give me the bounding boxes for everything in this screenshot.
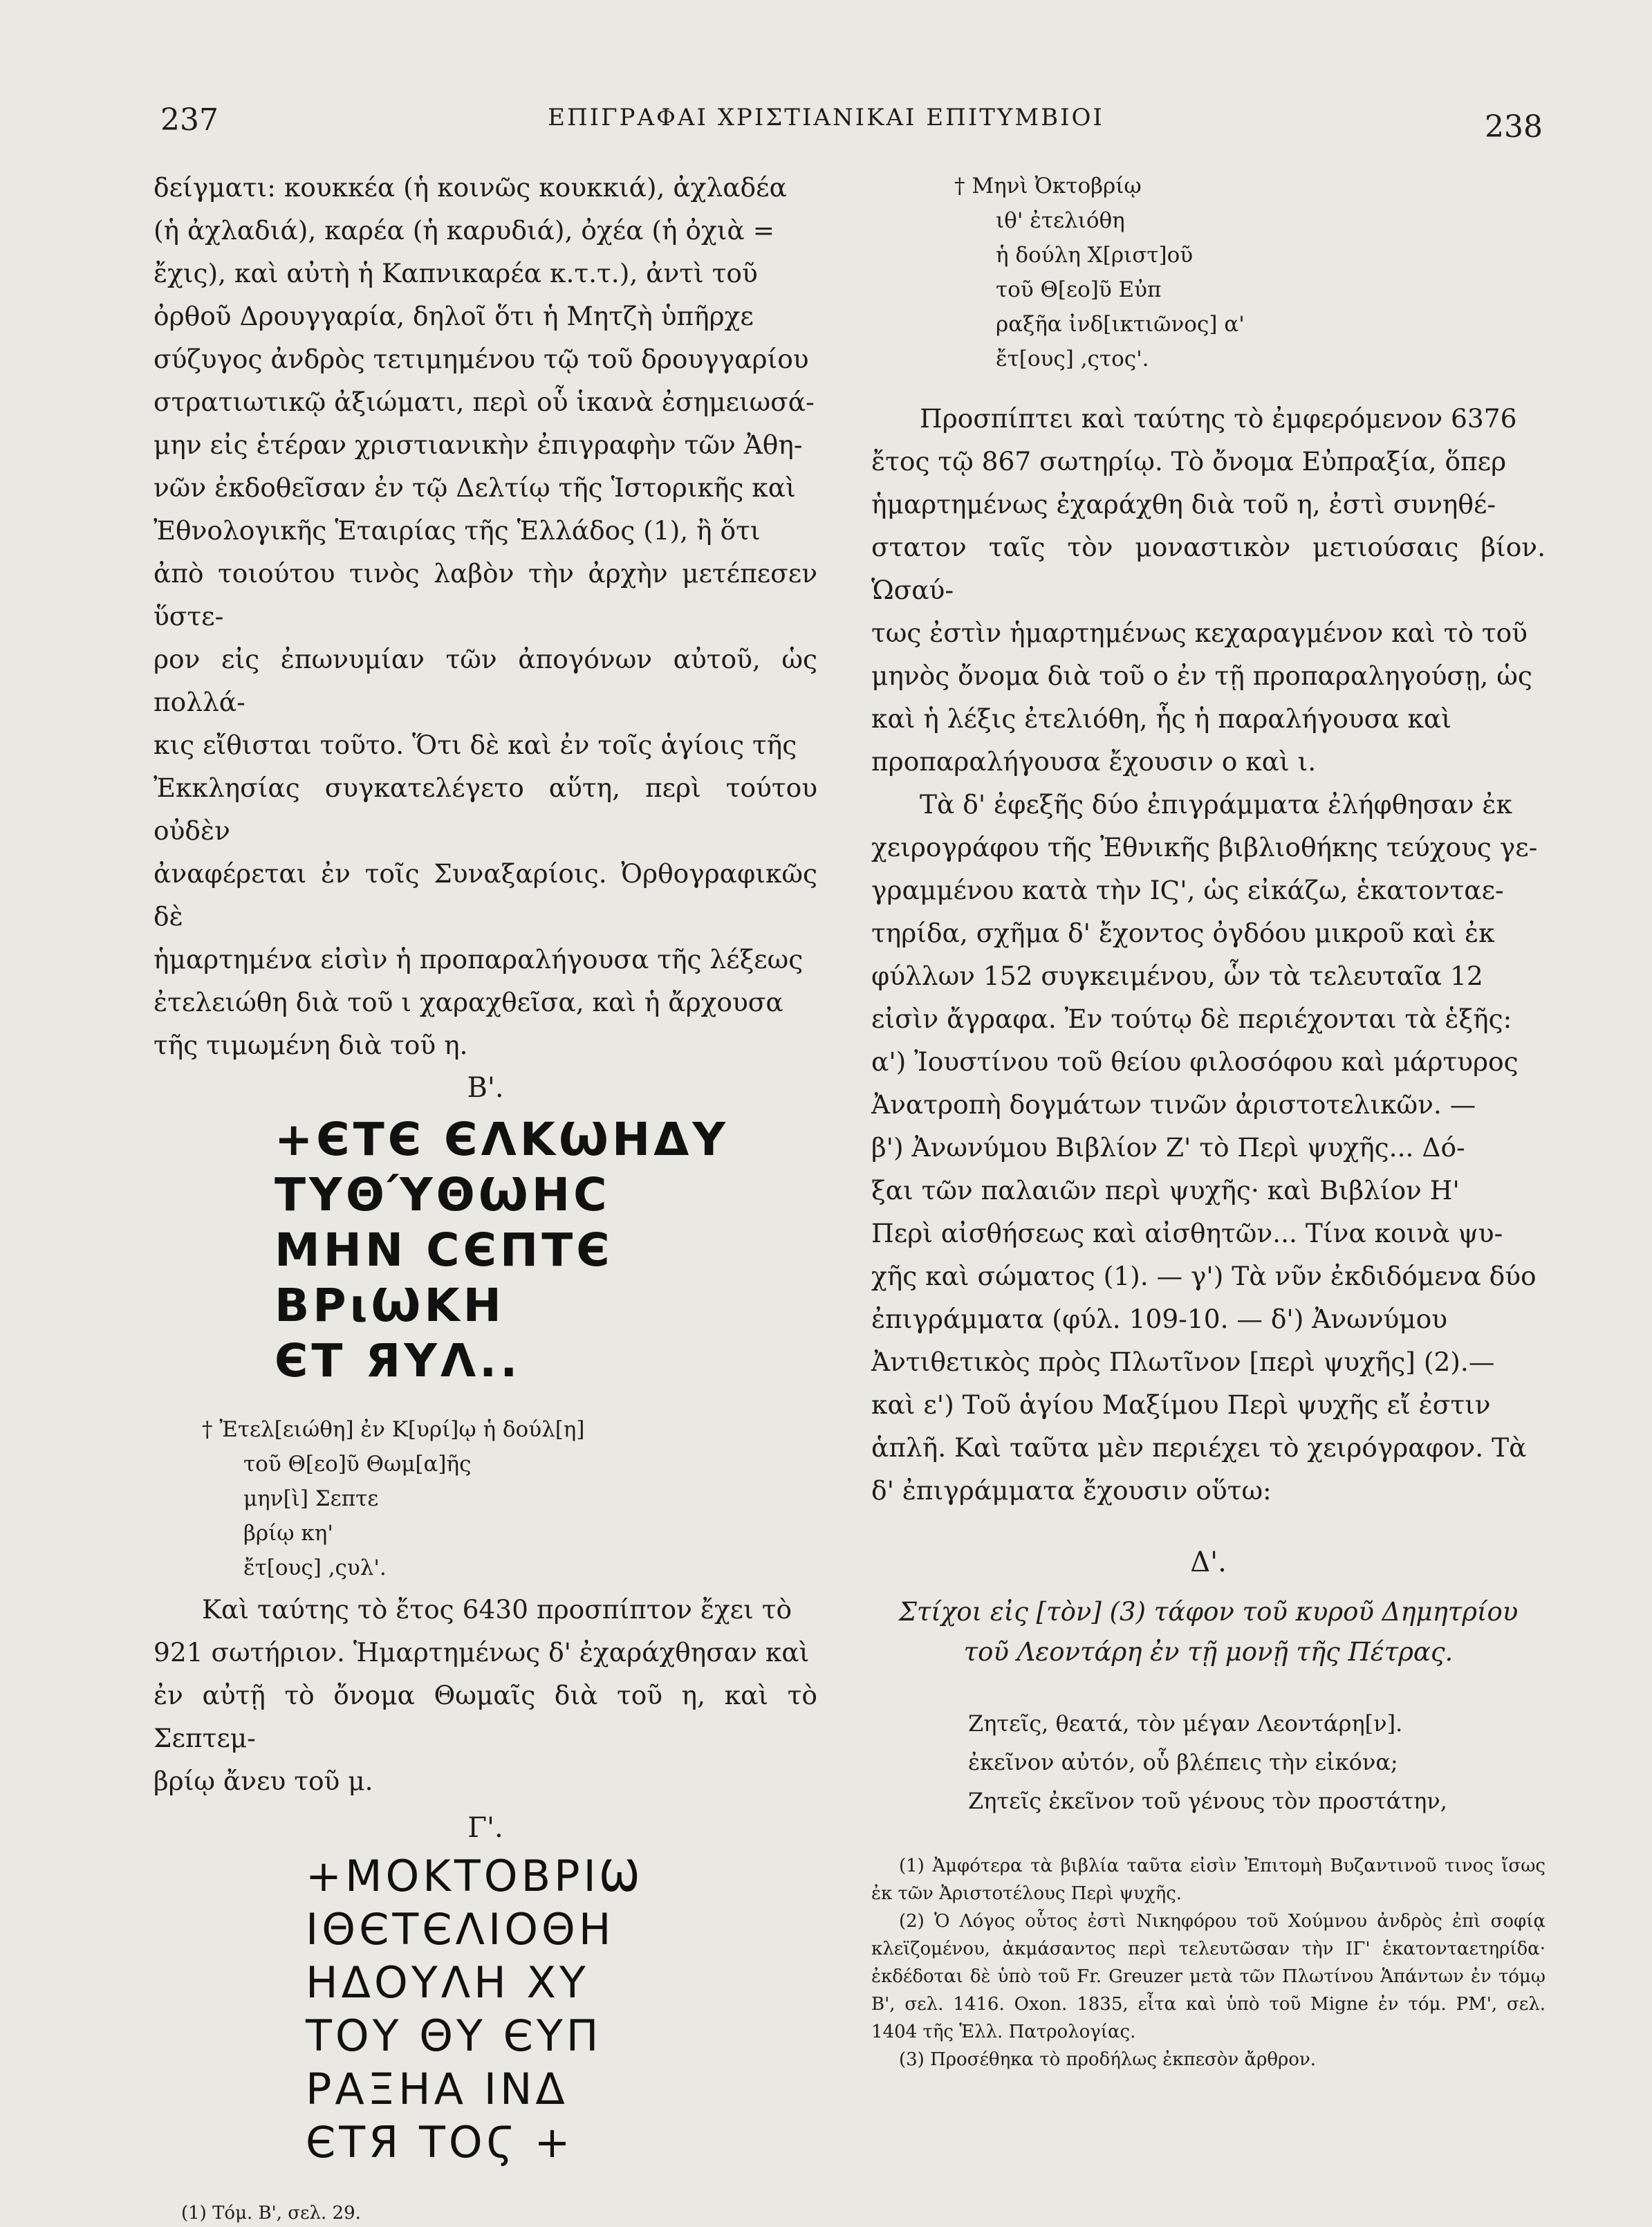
text-line: βρίῳ ἄνευ τοῦ μ. <box>154 1766 373 1796</box>
text-line: ἁπλῆ. Καὶ ταῦτα μὲν περιέχει τὸ χειρόγραφον. Τὰ <box>871 1432 1527 1463</box>
inscription-line: ЄΤЯ ΤΟϚ + <box>306 2117 574 2168</box>
heading-line: Στίχοι εἰς [τὸν] (3) τάφον τοῦ κυροῦ Δημητρίου <box>898 1597 1519 1627</box>
text-line: ἐν αὐτῇ τὸ ὄνομα Θωμαῖς διὰ τοῦ η, καὶ τὸ Σεπτεμ- <box>154 1680 817 1753</box>
text-line: ἔτος τῷ 867 σωτηρίῳ. Τὸ ὄνομα Εὐπραξία, ὅπερ <box>871 446 1507 477</box>
text-line: ξαι τῶν παλαιῶν περὶ ψυχῆς· καὶ Βιβλίον Η' <box>871 1175 1460 1205</box>
text-line: νῶν ἐκδοθεῖσαν ἐν τῷ Δελτίῳ τῆς Ἱστορικῆς καὶ <box>154 472 796 503</box>
text-line: Ἐθνολογικῆς Ἑταιρίας τῆς Ἑλλάδος (1), ἢ ὅτι <box>154 515 761 546</box>
right-column <box>871 166 1546 2073</box>
inscription-line: ΒΡιѠΚΗ <box>275 1279 505 1332</box>
inscription-line: ΤΥΘΎΘѠΗC <box>275 1168 611 1221</box>
page-number-left: 237 <box>160 102 219 138</box>
inscription-line: +ΜΟΚΤΟΒΡΙѠ <box>306 1851 643 1901</box>
poem-verses <box>968 1704 1546 1820</box>
inscription-g <box>306 1849 817 2169</box>
text-line: τῆς τιμωμένη διὰ τοῦ η. <box>154 1030 468 1060</box>
text-line: γραμμένου κατὰ τὴν ΙϚ', ὡς εἰκάζω, ἑκατονταε- <box>871 875 1504 905</box>
poem-heading <box>871 1592 1546 1672</box>
transcription-line: τοῦ Θ[εο]ῦ Εὐπ <box>996 277 1162 302</box>
text-line: ἡμαρτημένα εἰσὶν ἡ προπαραλήγουσα τῆς λέξεως <box>154 944 804 974</box>
text-line: Τὰ δ' ἐφεξῆς δύο ἐπιγράμματα ἐλήφθησαν ἐκ <box>920 789 1512 820</box>
running-title: ΕΠΙΓΡΑΦΑΙ ΧΡΙΣΤΙΑΝΙΚΑΙ ΕΠΙΤΥΜΒΙΟΙ <box>548 104 1104 131</box>
transcription-line: ιθ' ἐτελιόθη <box>996 208 1125 233</box>
text-line: κις εἴθισται τοῦτο. Ὅτι δὲ καὶ ἐν τοῖς ἁγίοις τῆς <box>154 730 797 760</box>
right-footnotes <box>871 1852 1546 2073</box>
heading-line: τοῦ Λεοντάρη ἐν τῇ μονῇ τῆς Πέτρας. <box>963 1637 1454 1667</box>
footnote: (2) Ὁ Λόγος οὗτος ἐστὶ Νικηφόρου τοῦ Χούμνου ἀνδρὸς ἐπὶ σοφίᾳ κλεϊζομένου, ἀκμάσαντος περὶ τελευτῶσαν τὴν ΙΓ' ἑκατονταετηρίδα· ἐκδέδοται δὲ ὑπὸ τοῦ Fr. Greuzer μετὰ τῶν Πλωτίνου Ἁπάντων ἐν τόμῳ Β', σελ. 1416. Oxon. 1835, εἶτα καὶ ὑπὸ τοῦ Migne ἐν τόμ. ΡΜ', σελ. 1404 τῆς Ἑλλ. Πατρολογίας. <box>871 1911 1546 2042</box>
text-line: δείγματι: κουκκέα (ἡ κοινῶς κουκκιά), ἀχλαδέα <box>154 172 787 203</box>
text-line: Προσπίπτει καὶ ταύτης τὸ ἐμφερόμενον 6376 <box>920 403 1517 434</box>
text-line: 921 σωτήριον. Ἡμαρτημένως δ' ἐχαράχθησαν καὶ <box>154 1637 810 1667</box>
section-heading-b: Β'. <box>467 1072 504 1104</box>
left-paragraph-1 <box>154 166 817 1066</box>
footnote: (1) Ἀμφότερα τὰ βιβλία ταῦτα εἰσὶν Ἐπιτομὴ Βυζαντινοῦ τινος ἴσως ἐκ τῶν Ἀριστοτέλους Περὶ ψυχῆς. <box>871 1856 1546 1904</box>
transcription-line: βρίῳ κη' <box>243 1521 333 1546</box>
text-line: ἔχις), καὶ αὐτὴ ἡ Καπνικαρέα κ.τ.τ.), ἀντὶ τοῦ <box>154 258 758 288</box>
footnote: (3) Προσέθηκα τὸ προδήλως ἐκπεσὸν ἄρθρον. <box>899 2049 1317 2070</box>
text-line: χῆς καὶ σώματος (1). — γ') Τὰ νῦν ἐκδιδόμενα δύο <box>871 1261 1537 1291</box>
text-line: ρον εἰς ἐπωνυμίαν τῶν ἀπογόνων αὐτοῦ, ὡς πολλά- <box>154 644 817 717</box>
inscription-line: ΜΗΝ CЄΠΤЄ <box>275 1223 613 1277</box>
transcription-line: μην[ὶ] Σεπτε <box>243 1486 379 1511</box>
text-line: Ἀντιθετικὸς πρὸς Πλωτῖνον [περὶ ψυχῆς] (2).— <box>871 1347 1495 1377</box>
right-paragraph-1 <box>871 397 1546 783</box>
text-line: μηνὸς ὄνομα διὰ τοῦ ο ἐν τῇ προπαραληγούσῃ, ὡς <box>871 660 1532 691</box>
transcription-line: † Ἐτελ[ειώθη] ἐν Κ[υρί]ῳ ἡ δούλ[η] <box>202 1417 585 1442</box>
verse-line: ἐκεῖνον αὐτόν, οὗ βλέπεις τὴν εἰκόνα; <box>968 1749 1398 1775</box>
left-column <box>154 166 817 2227</box>
text-line: α') Ἰουστίνου τοῦ θείου φιλοσόφου καὶ μάρτυρος <box>871 1046 1519 1077</box>
text-line: ἡμαρτημένως ἐχαράχθη διὰ τοῦ η, ἐστὶ συνηθέ- <box>871 489 1496 519</box>
text-line: (ἡ ἀχλαδιά), καρέα (ἡ καρυδιά), ὀχέα (ἡ ὀχιὰ = <box>154 215 775 246</box>
inscription-line: ΤΟΥ ΘΥ ЄΥΠ <box>306 2011 602 2061</box>
inscription-line: ЄΤ ЯΥΛ.. <box>275 1334 521 1387</box>
section-heading-g: Γ'. <box>467 1812 503 1844</box>
text-line: δ' ἐπιγράμματα ἔχουσιν οὕτω: <box>871 1475 1272 1506</box>
page-number-right: 238 <box>1485 109 1543 145</box>
text-line: στατον ταῖς τὸν μοναστικὸν μετιούσαις βίον. Ὡσαύ- <box>871 532 1546 605</box>
text-line: ὀρθοῦ Δρουγγαρία, δηλοῖ ὅτι ἡ Μητζὴ ὑπῆρχε <box>154 301 754 331</box>
text-line: Ἐκκλησίας συγκατελέγετο αὕτη, περὶ τούτου οὐδὲν <box>154 773 817 846</box>
transcription-line: † Μηνὶ Ὀκτοβρίῳ <box>954 174 1142 198</box>
verse-line: Ζητεῖς ἐκεῖνον τοῦ γένους τὸν προστάτην, <box>968 1788 1447 1814</box>
transcription-line: τοῦ Θ[εο]ῦ Θωμ[α]ῆς <box>243 1452 472 1477</box>
inscription-line: ΡΑΞΗΑ ΙΝΔ <box>306 2064 568 2114</box>
text-line: εἰσὶν ἄγραφα. Ἐν τούτῳ δὲ περιέχονται τὰ ἑξῆς: <box>871 1004 1512 1034</box>
text-line: ἀπὸ τοιούτου τινὸς λαβὸν τὴν ἀρχὴν μετέπεσεν ὕστε- <box>154 558 817 631</box>
transcription-line: ἡ δούλη Χ[ριστ]οῦ <box>996 243 1194 268</box>
transcription-line: ἔτ[ους] ,ςυλ'. <box>243 1555 387 1580</box>
text-line: τηρίδα, σχῆμα δ' ἔχοντος ὀγδόου μικροῦ καὶ ἐκ <box>871 918 1495 948</box>
transcription-line: ἔτ[ους] ,ςτος'. <box>996 346 1149 371</box>
text-line: μην εἰς ἑτέραν χριστιανικὴν ἐπιγραφὴν τῶν Ἀθη- <box>154 429 803 460</box>
transcription-b <box>202 1412 817 1585</box>
text-line: β') Ἀνωνύμου Βιβλίον Ζ' τὸ Περὶ ψυχῆς... Δό- <box>871 1132 1465 1163</box>
text-line: καὶ ε') Τοῦ ἁγίου Μαξίμου Περὶ ψυχῆς εἴ ἐστιν <box>871 1389 1491 1420</box>
left-paragraph-2 <box>154 1588 817 1802</box>
transcription-g <box>954 169 1546 376</box>
verse-line: Ζητεῖς, θεατά, τὸν μέγαν Λεοντάρη[ν]. <box>968 1710 1403 1737</box>
footnote: (1) Τόμ. Β', σελ. 29. <box>181 2203 361 2224</box>
page-header <box>0 97 1652 152</box>
text-line: φύλλων 152 συγκειμένου, ὧν τὰ τελευταῖα 12 <box>871 961 1483 991</box>
left-footnote <box>154 2199 817 2227</box>
inscription-line: ΗΔΟΥΛΗ ΧΥ <box>306 1957 589 2008</box>
text-line: στρατιωτικῷ ἀξιώματι, περὶ οὗ ἱκανὰ ἐσημειωσά- <box>154 387 815 417</box>
section-heading-d: Δ'. <box>1190 1546 1227 1578</box>
right-paragraph-2 <box>871 783 1546 1512</box>
text-line: ἀναφέρεται ἐν τοῖς Συναξαρίοις. Ὀρθογραφικῶς δὲ <box>154 858 817 932</box>
transcription-line: ραξῆα ἰνδ[ικτιῶνος] α' <box>996 312 1245 337</box>
text-line: χειρογράφου τῆς Ἐθνικῆς βιβλιοθήκης τεύχους γε- <box>871 832 1538 862</box>
text-line: σύζυγος ἀνδρὸς τετιμημένου τῷ τοῦ δρουγγαρίου <box>154 344 809 374</box>
text-line: προπαραλήγουσα ἔχουσιν ο καὶ ι. <box>871 746 1317 777</box>
text-line: Περὶ αἰσθήσεως καὶ αἰσθητῶν... Τίνα κοινὰ ψυ- <box>871 1218 1503 1248</box>
text-line: τως ἐστὶν ἡμαρτημένως κεχαραγμένον καὶ τὸ τοῦ <box>871 618 1528 648</box>
text-line: ἐτελειώθη διὰ τοῦ ι χαραχθεῖσα, καὶ ἡ ἄρχουσα <box>154 987 783 1017</box>
text-line: Καὶ ταύτης τὸ ἔτος 6430 προσπίπτον ἔχει τὸ <box>202 1594 792 1625</box>
inscription-b <box>275 1112 817 1389</box>
inscription-line: +ЄΤЄ ЄΛΚѠΗΔΥ <box>275 1113 730 1166</box>
text-line: ἐπιγράμματα (φύλ. 109-10. — δ') Ἀνωνύμου <box>871 1304 1448 1334</box>
text-line: Ἀνατροπὴ δογμάτων τινῶν ἀριστοτελικῶν. — <box>871 1089 1476 1120</box>
text-line: καὶ ἡ λέξις ἐτελιόθη, ἧς ἡ παραλήγουσα καὶ <box>871 703 1451 734</box>
inscription-line: ΙΘЄΤЄΛΙΟΘΗ <box>306 1904 615 1955</box>
